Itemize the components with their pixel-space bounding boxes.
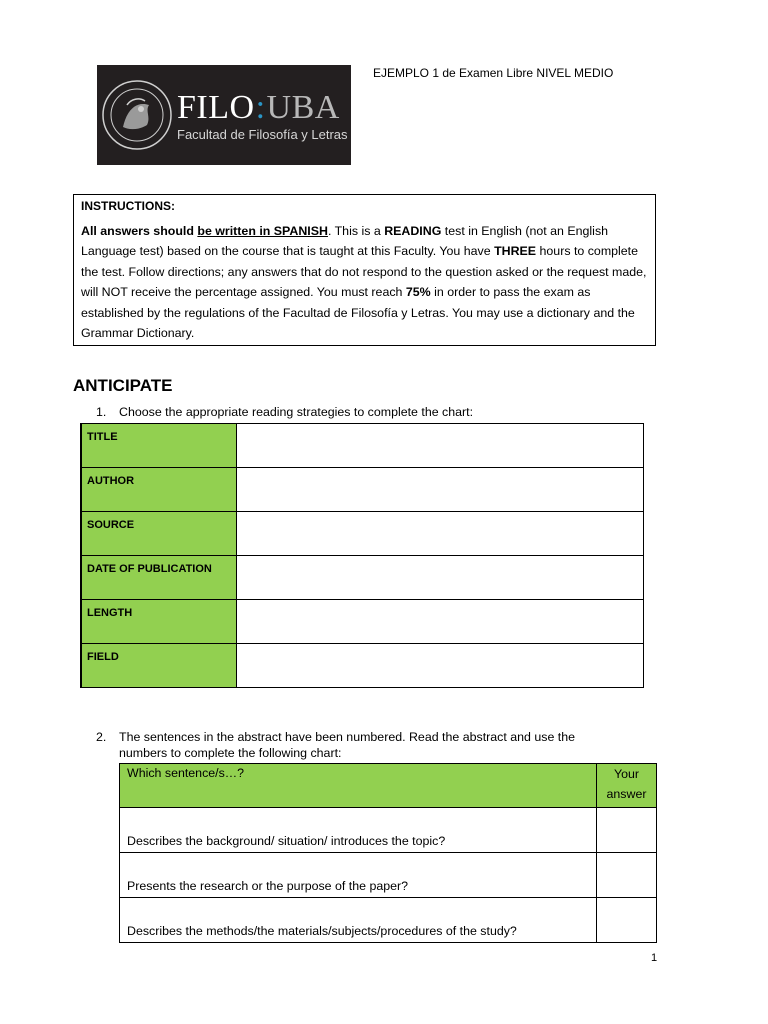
table-row (81, 468, 644, 512)
table-row (81, 512, 644, 556)
table-row (81, 424, 644, 468)
row-label: AUTHOR (81, 468, 236, 512)
sentence-question: Describes the methods/the materials/subjects/procedures of the study? (120, 898, 597, 943)
instructions-box (73, 194, 656, 346)
instructions-text: All answers should be written in SPANISH. This is a READING test in English (not an English Language test) based on the course that is taught at this Faculty. You have THREE hours to complete the test. Follow directions; any answers that do not respond to the question asked or the request made, will NOT receive the percentage assigned. You must reach 75% in order to pass the exam as established by the regulations of the Facultad de Filosofía y Letras. You may use a dictionary and the Grammar Dictionary. (81, 224, 647, 341)
logo-wordmark: FILO:UBA (177, 89, 340, 126)
answer-cell[interactable] (236, 556, 644, 600)
table-header-row (120, 764, 657, 808)
strategies-chart (80, 423, 644, 688)
abstract-chart (119, 763, 657, 943)
sentence-question: Presents the research or the purpose of the paper? (120, 853, 597, 898)
row-label: FIELD (81, 644, 236, 688)
sentence-question: Describes the background/ situation/ introduces the topic? (120, 808, 597, 853)
answer-cell[interactable] (597, 853, 657, 898)
table-row (120, 898, 657, 943)
table-row (81, 644, 644, 688)
answer-cell[interactable] (597, 808, 657, 853)
answer-cell[interactable] (236, 644, 644, 688)
header-which-sentence: Which sentence/s…? (120, 764, 597, 808)
instructions-heading: INSTRUCTIONS: (81, 199, 175, 213)
table-row (120, 808, 657, 853)
row-label: SOURCE (81, 512, 236, 556)
table-row (81, 600, 644, 644)
page-number: 1 (651, 952, 658, 964)
answer-cell[interactable] (236, 512, 644, 556)
row-label: LENGTH (81, 600, 236, 644)
answer-cell[interactable] (597, 898, 657, 943)
table-row (81, 556, 644, 600)
row-label: TITLE (81, 424, 236, 468)
answer-cell[interactable] (236, 600, 644, 644)
answer-cell[interactable] (236, 424, 644, 468)
header-your-answer: Your answer (597, 764, 657, 808)
university-seal-icon (97, 65, 177, 165)
logo-subtitle: Facultad de Filosofía y Letras (177, 127, 348, 142)
section-heading-anticipate: ANTICIPATE (73, 376, 173, 395)
answer-cell[interactable] (236, 468, 644, 512)
table-row (120, 853, 657, 898)
exam-title: EJEMPLO 1 de Examen Libre NIVEL MEDIO (373, 66, 614, 80)
row-label: DATE OF PUBLICATION (81, 556, 236, 600)
filo-uba-logo (97, 65, 351, 165)
